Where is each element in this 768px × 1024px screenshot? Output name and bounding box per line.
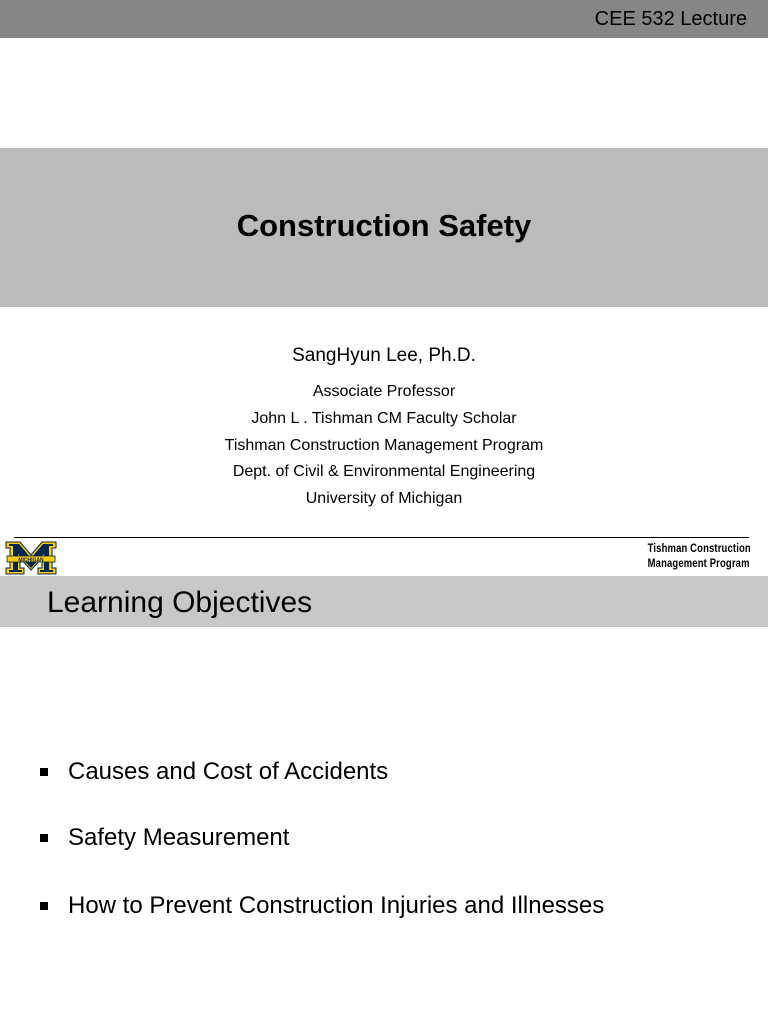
objectives-title: Learning Objectives: [47, 586, 313, 619]
objectives-title-band: [0, 576, 768, 627]
header-bar: [0, 0, 768, 38]
list-item: [40, 892, 604, 920]
affiliation-university: University of Michigan: [305, 490, 463, 507]
list-item: [40, 758, 388, 786]
affiliation-program: Tishman Construction Management Program: [224, 437, 544, 454]
list-item-text: Safety Measurement: [68, 824, 290, 851]
bullet-icon: [40, 834, 48, 842]
bullet-icon: [40, 768, 48, 776]
list-item-text: Causes and Cost of Accidents: [68, 758, 389, 785]
affiliation-scholar: John L . Tishman CM Faculty Scholar: [251, 410, 517, 427]
list-item: [40, 824, 289, 852]
author-name: SangHyun Lee, Ph.D.: [292, 345, 476, 366]
list-item-text: How to Prevent Construction Injuries and Illnesses: [68, 892, 605, 919]
affiliation-title: Associate Professor: [312, 383, 456, 400]
slide-title: Construction Safety: [236, 208, 532, 243]
bullet-icon: [40, 902, 48, 910]
affiliation-department: Dept. of Civil & Environmental Engineering: [232, 463, 536, 480]
michigan-wordmark: [5, 541, 57, 575]
program-line-2: Management Program: [647, 558, 750, 570]
title-band: [0, 148, 768, 307]
program-line-1: Tishman Construction: [647, 543, 751, 555]
course-label: CEE 532 Lecture: [594, 8, 747, 30]
svg-text:MICHIGAN: MICHIGAN: [18, 557, 44, 564]
program-wordmark: [648, 542, 751, 572]
divider-line: [14, 537, 749, 538]
